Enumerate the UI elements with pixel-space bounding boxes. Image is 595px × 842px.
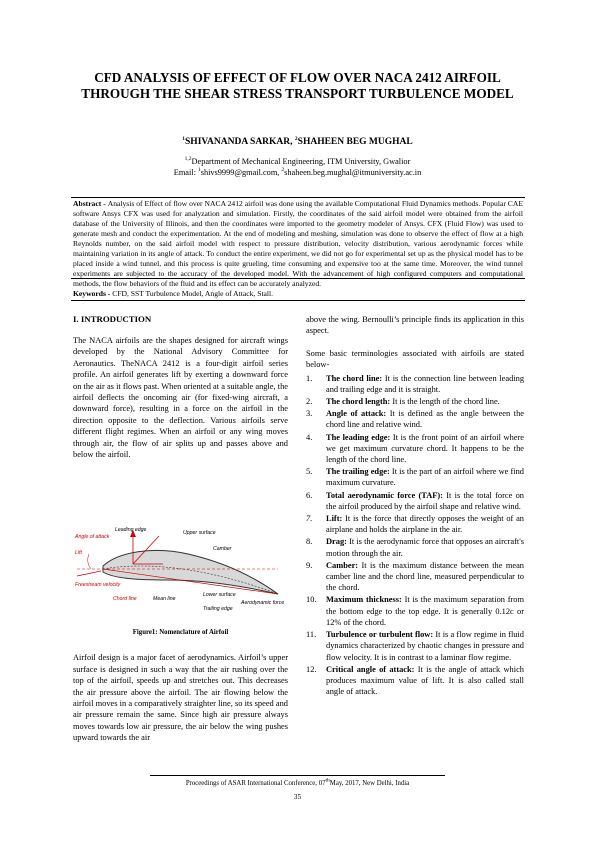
label-freestream-velocity: Freestream velocity <box>75 582 121 588</box>
list-item <box>306 408 524 430</box>
label-trailing-edge: Trailing edge <box>203 606 233 612</box>
list-item-definition: It is the length of the chord line. <box>390 397 500 407</box>
affiliation <box>60 156 535 178</box>
email-2[interactable]: shaheen.beg.mughal@itmuniversity.ac.in <box>284 168 422 177</box>
keywords-text: CFD, SST Turbulence Model, Angle of Attack, Stall. <box>112 289 274 298</box>
list-item-number: 8. <box>306 537 313 547</box>
list-item-number: 6. <box>306 490 313 500</box>
list-item-definition: It is the maximum separation from the bottom edge to the top edge. It is generally 0.12c or 12% of the chord. <box>326 595 524 627</box>
list-item <box>306 560 524 594</box>
list-item <box>306 536 524 558</box>
footer-proceedings <box>60 777 535 787</box>
list-item <box>306 664 524 698</box>
right-paragraph-1: above the wing. Bernoulli’s principle finds its application in this aspect. <box>306 315 524 336</box>
list-item-definition: It is the maximum distance between the mean camber line and the chord line, measured perpendicular to the chord. <box>326 560 524 593</box>
list-item-term: Angle of attack: <box>326 409 387 419</box>
airfoil-nomenclature-figure <box>73 524 288 624</box>
label-angle-of-attack: Angle of attack <box>75 534 110 540</box>
list-item-number: 2. <box>306 397 313 407</box>
list-item <box>306 466 524 488</box>
left-column <box>73 314 288 460</box>
email-1-marker: 1 <box>197 167 201 174</box>
keywords-divider <box>71 300 525 301</box>
list-item-number: 5. <box>306 467 313 477</box>
list-item-number: 7. <box>306 514 313 524</box>
list-item-number: 1. <box>306 373 313 383</box>
list-item <box>306 629 524 663</box>
abstract-label: Abstract - <box>73 199 108 208</box>
list-item-term: Maximum thickness: <box>326 595 402 605</box>
list-item-term: The chord length: <box>326 397 391 407</box>
footer-text-pre: Proceedings of ASAR International Conference, 07 <box>185 780 326 787</box>
keywords <box>73 289 523 298</box>
author-2: SHAHEEN BEG MUGHAL <box>297 137 413 147</box>
figure-caption: Figure1: Nomenclature of Airfoil <box>132 629 229 636</box>
list-item-number: 12. <box>306 664 317 674</box>
list-item-term: Drag: <box>326 537 347 547</box>
keywords-label: Keywords - <box>73 289 113 298</box>
author-list <box>60 137 535 147</box>
list-item-definition: It is the aerodynamic force that opposes an aircraft's motion through the air. <box>326 537 524 558</box>
section-heading-introduction: I. INTRODUCTION <box>73 314 152 324</box>
list-item-number: 3. <box>306 409 313 419</box>
author-2-marker: 2 <box>294 135 298 142</box>
label-aerodynamic-force: Aerodynamic force <box>241 600 285 606</box>
label-lower-surface: Lower surface <box>203 592 236 598</box>
list-item-number: 10. <box>306 595 317 605</box>
paper-title: CFD ANALYSIS OF EFFECT OF FLOW OVER NACA 2412 AIRFOIL THROUGH THE SHEAR STRESS TRANSPORT TURBULENCE MODEL <box>81 70 514 101</box>
email-2-marker: 2 <box>281 167 285 174</box>
list-item-term: Lift: <box>326 514 343 524</box>
list-item-term: Turbulence or turbulent flow: <box>326 630 434 640</box>
email-label: Email: <box>173 168 198 177</box>
list-item-term: Camber: <box>326 560 359 570</box>
list-item-definition: It is the force that directly opposes the weight of an airplane and holds the airplane in the air. <box>326 514 524 535</box>
list-item-definition: It is the connection line between leading and trailing edge and it is straight. <box>326 373 525 394</box>
list-item-definition: It is the total force on the airfoil produced by the airfoil shape and relative wind. <box>326 490 524 511</box>
abstract <box>73 199 523 289</box>
footer-divider <box>150 775 445 776</box>
author-1-marker: 1 <box>182 135 186 142</box>
intro-paragraph-2: Airfoil design is a major facet of aerodynamics. Airfoil’s upper surface is designed in such a way that the air rushing over the top of the airfoil, speeds up and stretches out. This decreases the air pressure above the airfoil. The air flowing below the airfoil moves in a comparatively straighter line, so its speed and air pressure remain the same. Since high air pressure always moves towards low air pressure, the air below the wing pushes upward towards the air <box>73 653 288 743</box>
footer-sup: th <box>325 777 330 784</box>
abstract-text: Analysis of Effect of flow over NACA 2412 airfoil was done using the available Computational Fluid Dynamics methods. Popular CAE software Ansys CFX was used for analyzation and simulation. Firstly, the coordinates of the said airfoil model were obtained from the airfoil database of the University of Illinois, and then the coordinates were imported to the geometry modeler of Ansys. CFX (Fluid Flow) was used to generate mesh and conduct the experimentation. At the end of modeling and meshing, simulation was done to observe the effect of flow at a high Reynolds number, on the said airfoil model with respect to pressure distribution, velocity distribution, various aerodynamic forces while maintaining variation in its angle of attack. To conduct the entire experiment, we did not go for experimental set up as the physical model has to be placed inside a wind tunnel, and this process is quite grueling, time consuming and expensive too at the same time. Moreover, the wind tunnel experiments are subjected to the accuracy of the developed model. With the advancement of high configured computers and computational methods, the flow behaviors of the fluid and its effect can be accurately analyzed. <box>73 199 523 288</box>
list-item-definition: It is a flow regime in fluid dynamics characterized by chaotic changes in pressure and flow velocity. It is in contrast to a laminar flow regime. <box>326 630 524 662</box>
list-item <box>306 594 524 628</box>
list-item-definition: It is the part of an airfoil where we find maximum curvature. <box>326 467 524 488</box>
label-chord-line: Chord line <box>113 596 137 602</box>
footer-text-post: May, 2017, New Delhi, India <box>329 780 410 787</box>
affiliation-dept: Department of Mechanical Engineering, ITM University, Gwalior <box>191 157 411 166</box>
label-upper-surface: Upper surface <box>183 530 216 536</box>
list-item-term: Total aerodynamic force (TAF): <box>326 490 443 500</box>
list-item-number: 9. <box>306 560 313 570</box>
right-column <box>306 314 524 698</box>
list-item-term: The leading edge: <box>326 432 391 442</box>
list-item-term: The chord line: <box>326 373 383 383</box>
list-item <box>306 373 524 395</box>
list-item <box>306 432 524 466</box>
list-item-number: 4. <box>306 432 313 442</box>
list-item <box>306 396 524 407</box>
list-item-term: The trailing edge: <box>326 467 390 477</box>
list-item-term: Critical angle of attack: <box>326 664 415 674</box>
list-item-number: 11. <box>306 630 317 640</box>
author-1: SHIVANANDA SARKAR, <box>185 137 295 147</box>
list-item <box>306 513 524 535</box>
list-item-definition: It is defined as the angle between the chord line and relative wind. <box>326 409 525 430</box>
list-item-definition: It is the angle of attack which produces maximum value of lift. It is also called stall angle of attack. <box>326 664 524 697</box>
terminology-list <box>306 373 524 698</box>
label-leading-edge: Leading edge <box>115 527 147 533</box>
email-1[interactable]: shivs9999@gmail.com, <box>200 168 282 177</box>
label-lift: Lift <box>75 550 82 556</box>
intro-paragraph-1: The NACA airfoils are the shapes designed for aircraft wings developed by the National Advisory Committee for Aeronautics. TheNACA 2412 is a four-digit airfoil series profile. An airfoil generates lift by exerting a downward force on the air as it flows past. When oriented at a suitable angle, the airfoil deflects the oncoming air (for fixed-wing aircraft, a downward force), resulting in a force on the airfoil in the direction opposite to the deflection. Various airfoils serve different flight regimes. When an airfoil or any wing moves through air, the flow of air splits up and passes above and below the airfoil. <box>73 336 288 460</box>
list-item <box>306 490 524 512</box>
page-number: 35 <box>293 793 302 801</box>
right-paragraph-2: Some basic terminologies associated with airfoils are stated below- <box>306 348 524 370</box>
label-mean-line: Mean line <box>153 596 176 602</box>
list-item-definition: It is the front point of an airfoil where we get maximum curvature chord. It happens to be the length of the chord line. <box>326 432 525 465</box>
label-camber: Camber <box>213 546 232 552</box>
affiliation-marker: 1,2 <box>184 156 192 163</box>
